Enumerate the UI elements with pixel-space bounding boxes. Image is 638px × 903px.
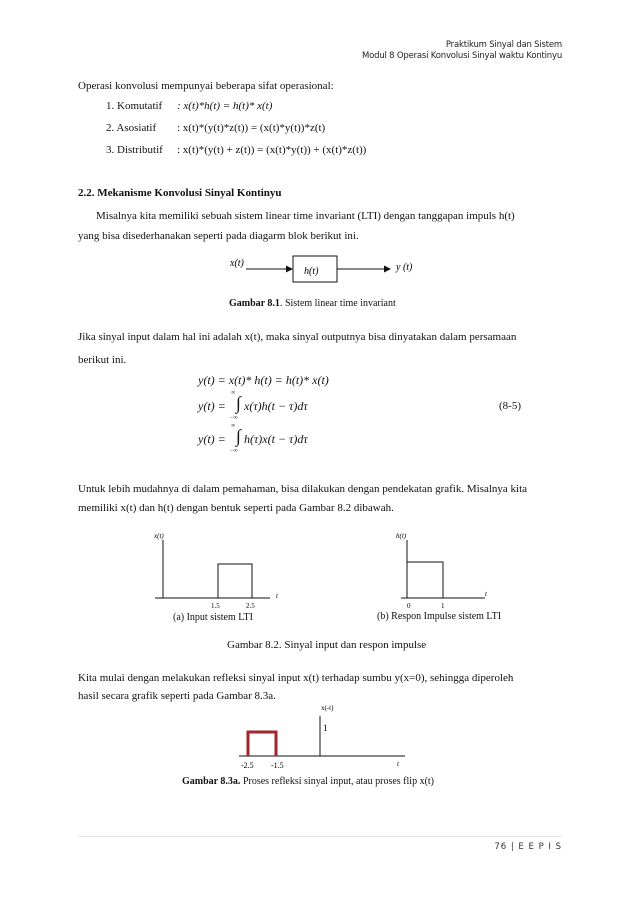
x-label: t [485,590,487,598]
footer-separator: | [510,842,515,852]
tick-label: -1.5 [271,761,284,770]
output-label: y (t) [396,262,413,273]
x-label: t [397,760,399,768]
input-signal-plot [145,528,295,613]
input-label: x(t) [230,258,244,269]
footer-org: E E P I S [518,842,562,852]
y-label: x(-t) [321,704,334,712]
paragraph-line: Jika sinyal input dalam hal ini adalah x(t), maka sinyal outputnya bisa dinyatakan dalam persamaan [78,331,517,343]
property-label: 2. Asosiatif [106,122,157,134]
equation-3-lhs: y(t) = [198,432,226,446]
intro-text: Operasi konvolusi mempunyai beberapa sifat operasional: [78,80,334,92]
figure-caption: Gambar 8.1. Sistem linear time invariant [229,298,396,309]
paragraph-line: Untuk lebih mudahnya di dalam pemahaman, bisa dilakukan dengan pendekatan grafik. Misalnya kita [78,483,528,495]
property-formula: : x(t)*h(t) = h(t)* x(t) [177,100,273,112]
system-label: h(t) [304,266,319,277]
page-number: 76 [494,842,508,852]
equation-1: y(t) = x(t)* h(t) = h(t)* x(t) [198,373,329,387]
x-label: t [276,592,278,600]
pulse [407,562,443,598]
header-title: Praktikum Sinyal dan Sistem [445,40,562,50]
property-label: 1. Komutatif [106,100,163,112]
upper-limit: ∞ [231,390,236,396]
pulse [218,564,252,598]
block-diagram [200,252,440,288]
subfigure-caption: (b) Respon Impulse sistem LTI [377,611,502,622]
section-title: 2.2. Mekanisme Konvolusi Sinyal Kontinyu [78,187,282,199]
equation-number: (8-5) [499,400,521,412]
impulse-response-plot [393,528,503,613]
tick-label: 1.5 [211,602,220,610]
equation-2-lhs: y(t) = [198,399,226,413]
tick-label: 1 [441,602,445,610]
y-label: h(t) [396,532,407,540]
reflected-pulse [248,732,276,756]
property-formula: : x(t)*(y(t) + z(t)) = (x(t)*y(t)) + (x(t)*z(t)) [177,144,367,156]
integral-sign: ∫ [236,426,241,446]
paragraph-line: yang bisa disederhanakan seperti pada diagarm blok berikut ini. [78,230,359,242]
equation-2-body: x(τ)h(t − τ)dτ [244,399,308,413]
property-formula: : x(t)*(y(t)*z(t)) = (x(t)*y(t))*z(t) [177,122,326,134]
header-subtitle: Modul 8 Operasi Konvolusi Sinyal waktu Kontinyu [362,51,562,61]
tick-label: -2.5 [241,761,254,770]
figure-caption: Gambar 8.2. Sinyal input dan respon impulse [227,639,427,651]
lower-limit: −∞ [230,415,238,421]
paragraph-line: Misalnya kita memiliki sebuah sistem linear time invariant (LTI) dengan tanggapan impuls h(t) [96,210,515,222]
tick-label: 0 [407,602,411,610]
figure-caption: Gambar 8.3a. Proses refleksi sinyal input, atau proses flip x(t) [182,776,435,787]
upper-limit: ∞ [231,423,236,429]
footer-divider [78,836,562,837]
paragraph-line: memiliki x(t) dan h(t) dengan bentuk seperti pada Gambar 8.2 dibawah. [78,502,394,514]
paragraph-line: berikut ini. [78,354,127,366]
reflected-signal-plot [225,700,425,776]
tick-label: 2.5 [246,602,255,610]
y-label: x(t) [154,532,164,540]
property-label: 3. Distributif [106,144,163,156]
integral-sign: ∫ [236,393,241,413]
paragraph-line: Kita mulai dengan melakukan refleksi sinyal input x(t) terhadap sumbu y(x=0), sehingga diperoleh [78,672,514,684]
page-footer [494,842,562,852]
amplitude-label: 1 [323,723,328,733]
paragraph-line: hasil secara grafik seperti pada Gambar 8.3a. [78,690,276,702]
equation-3-body: h(τ)x(t − τ)dτ [244,432,308,446]
subfigure-caption: (a) Input sistem LTI [173,612,253,623]
lower-limit: −∞ [230,448,238,454]
